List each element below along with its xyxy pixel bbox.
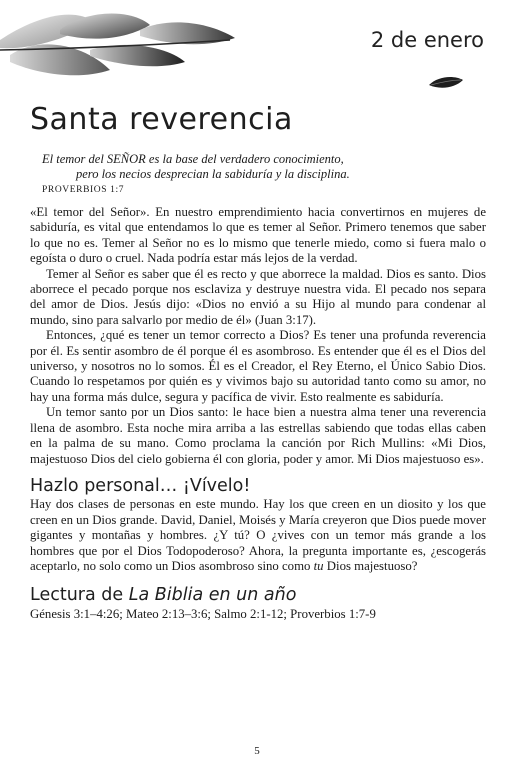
epigraph-reference: PROVERBIOS 1:7 [42,185,125,195]
leaves-decoration-icon [0,0,240,95]
paragraph: Temer al Señor es saber que él es recto y que aborrece la maldad. Dios es santo. Dios aborrece el pecado porque nos esclaviza y destruye nuestra vida. El pecado nos separa del amor de Dios. Jesús dijo: «Dios no envió a su Hijo al mundo para condenar al mundo, sino para salvarlo por medio de él» (Juan 3:17). [30,266,486,327]
personal-text: Hay dos clases de personas en este mundo. Hay los que creen en un diosito y los que creen en un Dios grande. David, Daniel, Moisés y María creyeron que Dios puede mover gigantes y montañas y hombres. ¿Y tú? O ¿vives con un temor más grande a los hombres que por el Dios Todopoderoso? Ahora, la pregunta importante es, ¿escogerás aceptarlo, no solo como un Dios asombroso sino como [30,497,486,573]
personal-text-end: Dios majestuoso? [323,558,418,573]
reading-heading-prefix: Lectura de [30,585,129,606]
epigraph [42,152,482,198]
reading-heading-book: La Biblia en un año [128,585,297,606]
paragraph: Un temor santo por un Dios santo: le hace bien a nuestra alma tener una reverencia llena de asombro. Esta noche mira arriba a las estrellas sabiendo que todas ellas caben en la palma de su mano. Como proclama la canción por Rich Mullins: «Mi Dios, majestuoso Dios del cielo gobierna él con gloria, poder y amor. Mi Dios majestuoso es». [30,405,486,466]
page-number: 5 [254,745,260,757]
personal-emphasis: tu [313,558,324,573]
devotional-title: Santa reverencia [30,102,293,137]
devotional-body [30,205,486,622]
section-heading-personal: Hazlo personal… ¡Vívelo! [30,475,251,496]
leaf-icon [428,74,464,90]
epigraph-line-2: pero los necios desprecian la sabiduría y la disciplina. [76,167,350,181]
section-heading-reading [30,585,486,606]
epigraph-line-1: El temor del SEÑOR es la base del verdadero conocimiento, [42,152,344,166]
personal-paragraph [30,497,486,574]
reading-passages: Génesis 3:1–4:26; Mateo 2:13–3:6; Salmo 2:1-12; Proverbios 1:7-9 [30,606,376,621]
paragraph: «El temor del Señor». En nuestro emprendimiento hacia convertirnos en mujeres de sabiduría, es vital que entendamos lo que es temer al Señor. Primero tenemos que saber lo que no es. Temer al Señor no es lo mismo que tenerle miedo, como si fuera malo o egoísta o duro o cruel. Nada podría estar más lejos de la verdad. [30,205,486,266]
devotional-date: 2 de enero [370,28,484,52]
paragraph: Entonces, ¿qué es tener un temor correcto a Dios? Es tener una profunda reverencia por él. Es sentir asombro de él porque él es asombroso. Es entender que él es el Dios del universo, y nosotros no lo somos. Él es el Creador, el Rey Eterno, el Único Sabio Dios. Cuando lo respetamos por quién es y vivimos bajo su autoridad tanto como su amor, no hay una forma más dulce, segura y pacífica de vivir. Esto realmente es sabiduría. [30,328,486,404]
